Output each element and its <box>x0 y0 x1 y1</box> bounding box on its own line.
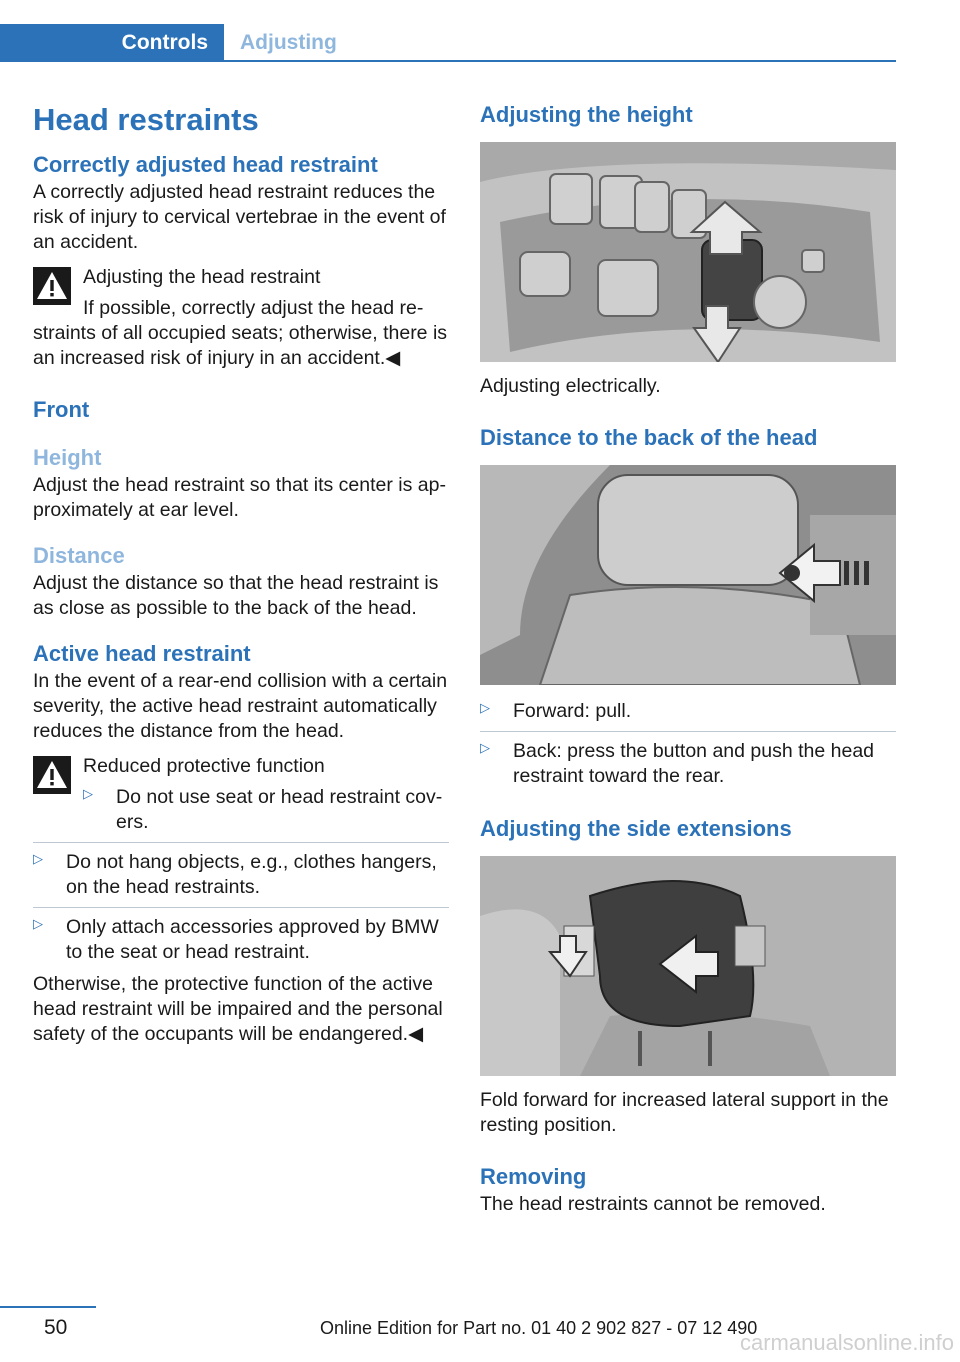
list-item: ▷ Only attach accessories approved by BMW to the seat or head restraint. <box>33 907 449 972</box>
warning-body-b: straints of all occupied seats; otherwise, there is an increased risk of injury in an accident.◀ <box>33 322 448 369</box>
caption-side: Fold forward for increased lateral support in the resting position. <box>480 1089 889 1136</box>
triangle-bullet-icon: ▷ <box>33 916 43 931</box>
paragraph-distance: Adjust the distance so that the head restraint is as close as possible to the back of the head. <box>33 572 439 619</box>
warning-title: Reduced protective function <box>83 755 325 777</box>
triangle-bullet-icon: ▷ <box>480 740 490 755</box>
footer-edition: Online Edition for Part no. 01 40 2 902 827 - 07 12 490 <box>320 1318 758 1338</box>
list-item: ▷ Do not hang objects, e.g., clothes hangers, on the head restraints. <box>33 842 449 907</box>
warning-list-inner <box>83 785 449 842</box>
paragraph-otherwise: Otherwise, the protective function of the active head restraint will be impaired and the personal safety of the occupants will be endangered.◀ <box>33 973 443 1045</box>
list-item: ▷ Back: press the button and push the head restraint toward the rear. <box>480 731 896 796</box>
warning-body-a: If possible, correctly adjust the head re- <box>83 297 424 319</box>
head-restraint-illustration <box>480 465 896 685</box>
triangle-bullet-icon: ▷ <box>33 851 43 866</box>
warning-adjusting <box>33 265 449 371</box>
triangle-bullet-icon: ▷ <box>83 786 93 801</box>
heading-distance: Distance <box>33 543 125 568</box>
heading-side-extensions: Adjusting the side extensions <box>480 816 792 841</box>
header-tabbar <box>0 24 896 62</box>
triangle-bullet-icon: ▷ <box>480 700 490 715</box>
paragraph-active: In the event of a rear-end collision with a certain severity, the active head restraint automatically reduces the distance from the head. <box>33 670 448 742</box>
heading-front: Front <box>33 397 90 422</box>
paragraph-correct: A correctly adjusted head restraint reduces the risk of injury to cervical vertebrae in the event of an accident. <box>33 181 446 253</box>
warning-reduced <box>33 754 449 842</box>
warning-title: Adjusting the head restraint <box>83 266 321 288</box>
heading-adjusting-height: Adjusting the height <box>480 102 693 127</box>
caption-height: Adjusting electrically. <box>480 375 661 397</box>
watermark: carmanualsonline.info <box>739 1330 954 1355</box>
tab-adjusting[interactable]: Adjusting <box>240 31 337 54</box>
header-divider <box>0 60 896 62</box>
heading-active: Active head restraint <box>33 641 251 666</box>
warning-list-outer <box>33 842 449 972</box>
warning-triangle-icon <box>33 267 71 305</box>
paragraph-removing: The head restraints cannot be removed. <box>480 1193 826 1215</box>
side-extensions-illustration <box>480 856 896 1076</box>
distance-list <box>480 699 896 796</box>
page-number: 50 <box>44 1316 68 1339</box>
heading-removing: Removing <box>480 1164 587 1189</box>
section-heading-correct: Correctly adjusted head restraint <box>33 152 378 177</box>
page-title: Head restraints <box>33 102 259 137</box>
footer-divider <box>0 1306 96 1308</box>
list-item: ▷ Do not use seat or head restraint cov-ers. <box>83 786 443 833</box>
tab-controls[interactable]: Controls <box>0 24 224 62</box>
figure-side-extensions <box>480 856 896 1076</box>
paragraph-height: Adjust the head restraint so that its center is ap-proximately at ear level. <box>33 474 446 521</box>
figure-seat-controls <box>480 142 896 362</box>
warning-triangle-icon <box>33 756 71 794</box>
seat-controls-illustration <box>480 142 896 362</box>
right-column <box>480 100 896 1217</box>
heading-distance-back: Distance to the back of the head <box>480 425 818 450</box>
heading-height: Height <box>33 445 102 470</box>
figure-head-restraint <box>480 465 896 685</box>
list-item: ▷ Forward: pull. <box>480 700 632 722</box>
left-column <box>33 100 449 1047</box>
